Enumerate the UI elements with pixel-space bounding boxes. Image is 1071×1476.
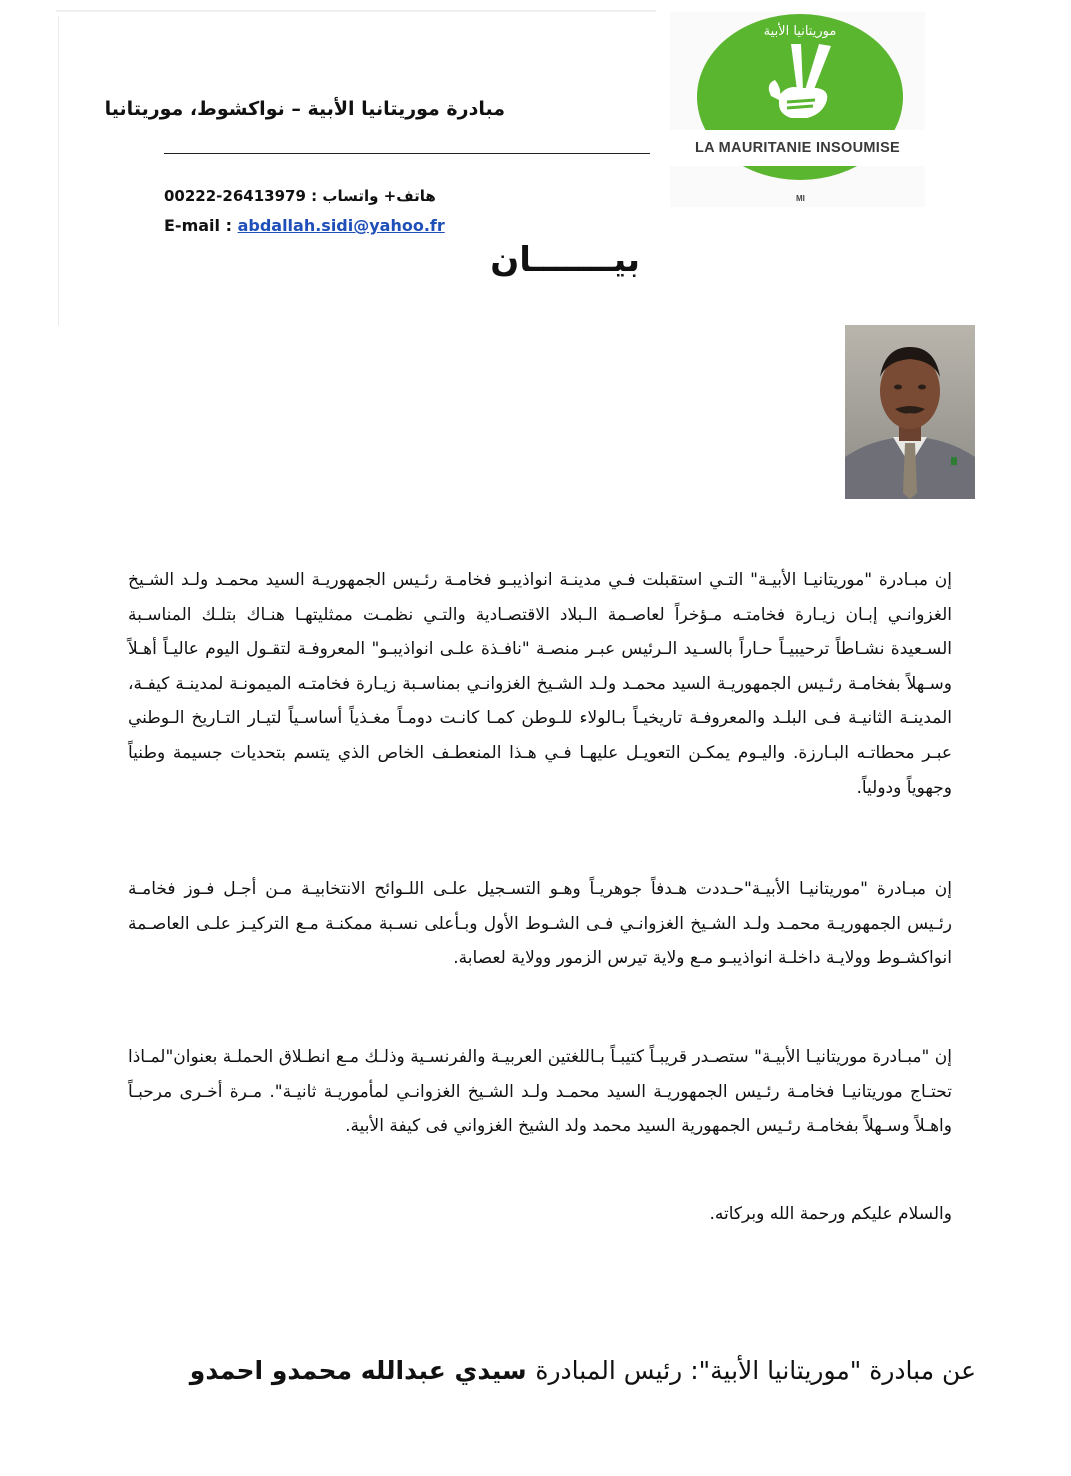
- statement-title-text: بيـــــــان: [490, 240, 640, 280]
- initiative-logo: [670, 12, 925, 207]
- portrait-image: [845, 325, 975, 499]
- phone-number: 00222-26413979: [164, 187, 306, 205]
- signatory-name: سيدي عبدالله محمدو احمدو: [189, 1356, 527, 1385]
- logo-french-name: LA MAURITANIE INSOUMISE: [670, 130, 925, 166]
- phone-label: هاتف+ واتساب :: [311, 187, 436, 205]
- closing-greeting: والسلام عليكم ورحمة الله وبركاته.: [709, 1204, 952, 1224]
- statement-paragraph: إن "مبـادرة موريتانيـا الأبيـة" ستصـدر قريبـاً كتيبـاً بـاللغتين العربيـة والفرنسـية وذلـك مـع انطـلاق الحملـة بعنوان"لمـاذا تحتـاج موريتانيـا فخامـة رئـيس الجمهوريـة السيد محمـد ولـد الشـيخ الغزوانـي لمأموريـة ثانيـة". مـرة أخـرى مرحبـاً واهـلاً وسـهلاً بفخامـة رئـيس الجمهورية السيد محمد ولد الشيخ الغزواني فى كيفة الأبية.: [128, 1047, 952, 1137]
- logo-arabic-name: موريتانيا الأبية: [763, 24, 837, 39]
- email-label: E-mail :: [164, 216, 232, 235]
- chairman-portrait: [845, 325, 975, 499]
- scan-edge: [58, 16, 59, 326]
- organization-name: مبادرة موريتانيا الأبية – نواكشوط، موريتانيا: [104, 98, 505, 120]
- email-contact: [164, 216, 445, 235]
- statement-title: [428, 240, 640, 290]
- statement-paragraph: إن مبـادرة "موريتانيـا الأبيـة" التـي استقبلت فـي مدينـة انواذيبـو فخامـة رئـيس الجمهوريـة السيد محمـد ولـد الشـيخ الغزوانـي إبـان زيـارة فخامتـه مـؤخراً لعاصـمة الـبلاد الاقتصـادية والتـي نظمـت ممثليتهـا هنـاك بتلـك المناسـبة السـعيدة نشـاطاً ترحيبيـاً حـاراً بالسـيد الـرئيس عبـر منصـة "نافـذة علـى انواذيبـو" المعروفـة لتقـول اليوم عاليـاً أهـلاً وسـهلاً بفخامـة رئـيس الجمهوريـة السيد محمـد ولـد الشـيخ الغزوانـي بمناسـبة زيـارة فخامتـه الميمونـة لمدينـة كيفـة، المدينـة الثانيـة فـى البلـد والمعروفـة تاريخيـاً بـالولاء للـوطن كمـا كانـت دومـاً مغـذياً أساسـياً لتيـار التـاريخ الـوطني عبـر محطاتـه البـارزة. واليـوم يمكـن التعويـل عليهـا فـي هـذا المنعطـف الخاص الذي يتسم بتحديات جسيمة وطنياً وجهوياً ودولياً.: [128, 570, 952, 798]
- signature-line: [190, 1356, 976, 1385]
- email-link[interactable]: abdallah.sidi@yahoo.fr: [237, 216, 445, 235]
- phone-contact: [164, 187, 436, 205]
- logo-initials: MI: [796, 194, 805, 203]
- victory-hand-icon: [757, 40, 849, 132]
- scan-edge: [56, 10, 656, 12]
- signature-prefix: عن مبادرة "موريتانيا الأبية": رئيس المبادرة: [535, 1356, 976, 1385]
- statement-paragraph: إن مبـادرة "موريتانيـا الأبيـة"حـددت هـدفاً جوهريـاً وهـو التسـجيل علـى اللـوائح الانتخابيـة مـن أجـل فـوز فخامـة رئـيس الجمهوريـة محمـد ولـد الشـيخ الغزوانـي فـى الشـوط الأول وبـأعلى نسـبة ممكنـة مـع التركيـز علـى العاصـمة انواكشـوط وولايـة داخلـة انواذيبـو مـع ولاية تيرس الزمور وولاية لعصابة.: [128, 879, 952, 969]
- header-divider: [164, 153, 650, 154]
